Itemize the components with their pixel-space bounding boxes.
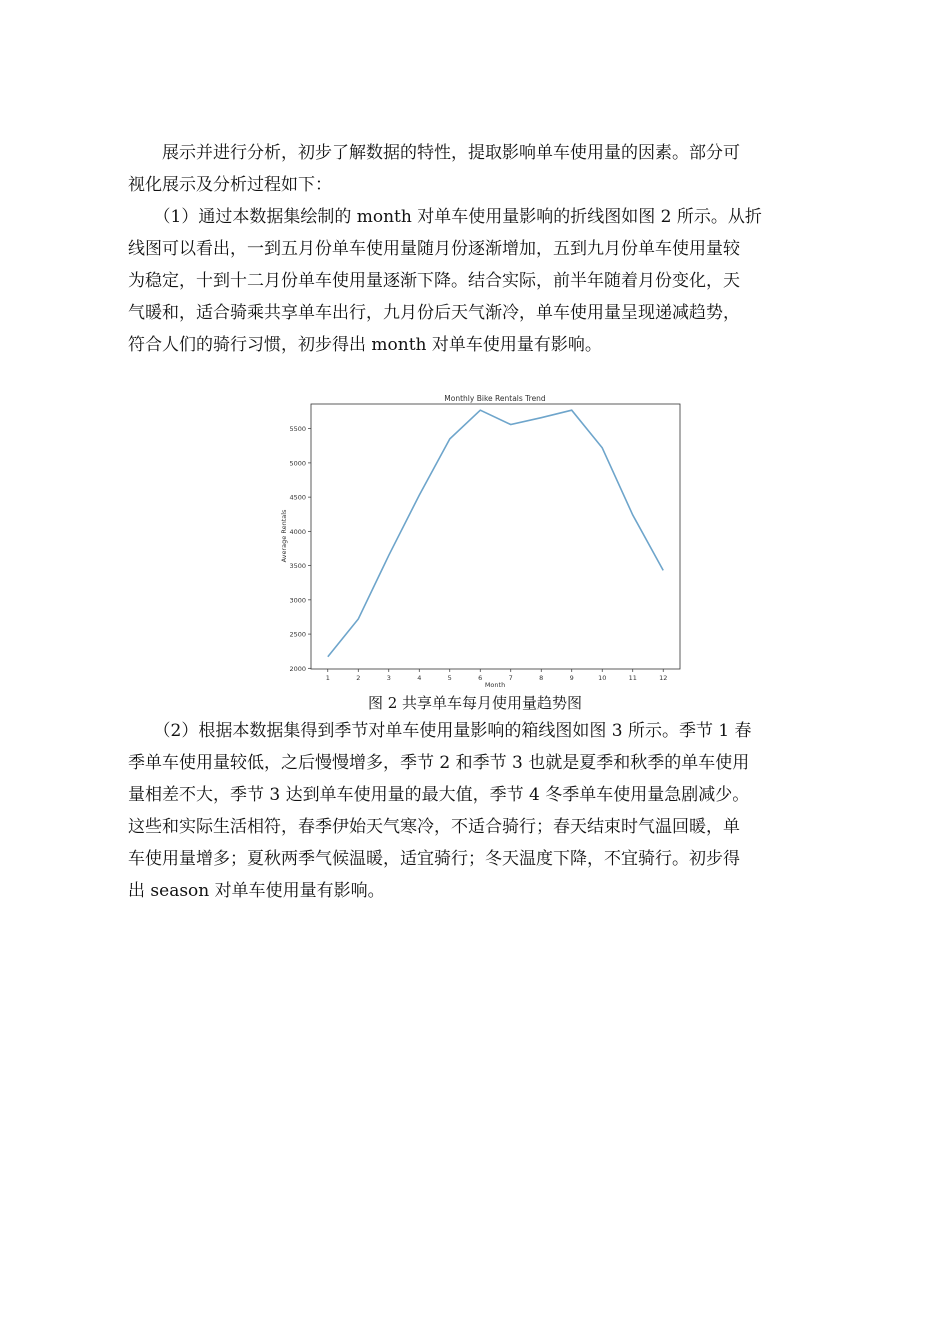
y-tick-label: 4500 [289,493,306,502]
chart-title: Monthly Bike Rentals Trend [444,394,546,403]
figure-caption: 图 2 共享单车每月使用量趋势图 [367,694,583,712]
text-line: 为稳定，十到十二月份单车使用量逐渐下降。结合实际，前半年随着月份变化，天 [128,271,740,291]
text-line: 车使用量增多；夏秋两季气候温暖，适宜骑行；冬天温度下降，不宜骑行。初步得 [128,849,740,869]
x-tick-label: 7 [508,674,513,682]
plot-area [311,404,680,669]
text-line: 季单车使用量较低，之后慢慢增多，季节 2 和季节 3 也就是夏季和秋季的单车使用 [128,753,750,773]
y-axis-ticks [289,425,311,673]
series-line [328,410,663,657]
text-line: 视化展示及分析过程如下： [128,175,332,195]
x-tick-label: 3 [386,674,391,682]
x-tick-label: 1 [325,674,330,682]
x-tick-label: 4 [417,674,422,682]
x-tick-label: 2 [356,674,361,682]
text-line: （2）根据本数据集得到季节对单车使用量影响的箱线图如图 3 所示。季节 1 春 [128,721,752,741]
paragraph-intro [128,137,824,201]
text-line: 符合人们的骑行习惯，初步得出 month 对单车使用量有影响。 [128,335,602,355]
y-tick-label: 5500 [289,425,306,434]
x-tick-label: 5 [447,674,452,682]
x-axis-label: Month [484,681,506,689]
y-tick-label: 3000 [289,596,306,605]
y-tick-label: 3500 [289,562,306,571]
x-tick-label: 8 [539,674,544,682]
x-tick-label: 10 [598,674,607,682]
text-line: 线图可以看出，一到五月份单车使用量随月份逐渐增加，五到九月份单车使用量较 [128,239,740,259]
text-line: 量相差不大，季节 3 达到单车使用量的最大值，季节 4 冬季单车使用量急剧减少。 [128,785,750,805]
text-line: 这些和实际生活相符，春季伊始天气寒冷，不适合骑行；春天结束时气温回暖，单 [128,817,740,837]
y-tick-label: 2500 [289,630,306,639]
text-line: （1）通过本数据集绘制的 month 对单车使用量影响的折线图如图 2 所示。从折 [128,207,762,227]
figure-monthly-rentals [270,385,690,695]
text-line: 气暖和，适合骑乘共享单车出行，九月份后天气渐冷，单车使用量呈现递减趋势， [128,303,740,323]
x-tick-label: 9 [569,674,574,682]
paragraph-season-analysis [128,715,824,907]
y-tick-label: 2000 [289,664,306,673]
series-points [328,410,663,657]
y-tick-label: 5000 [289,459,306,468]
y-axis-label: Average Rentals [280,509,288,563]
x-tick-label: 12 [659,674,668,682]
x-tick-label: 6 [478,674,483,682]
x-tick-label: 11 [628,674,637,682]
text-line: 展示并进行分析，初步了解数据的特性，提取影响单车使用量的因素。部分可 [128,143,740,163]
paragraph-month-analysis [128,201,824,361]
line-chart [270,385,690,695]
y-tick-label: 4000 [289,527,306,536]
text-line: 出 season 对单车使用量有影响。 [128,881,385,901]
